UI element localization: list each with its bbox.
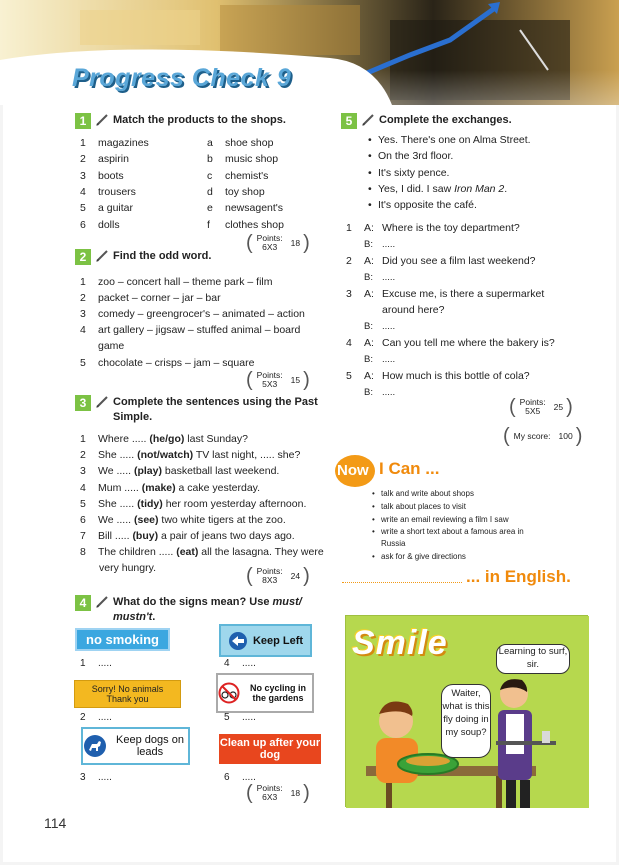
modal-mustnt: mustn't <box>113 611 153 623</box>
item-number: 6 <box>80 514 86 526</box>
sign-answer <box>80 657 112 670</box>
points-formula: 8X3 <box>262 575 278 585</box>
sentence-end: a pair of jeans two days ago. <box>158 530 295 543</box>
item-number: 4 <box>80 481 86 494</box>
item-number: 1 <box>80 276 86 288</box>
item-text: dolls <box>98 218 120 231</box>
verb-prompt: (he/go) <box>149 433 185 445</box>
sentence-item <box>80 546 324 559</box>
speech-bubble-customer: Waiter, what is this fly doing in my soup? <box>441 684 491 758</box>
shop-item <box>207 153 278 166</box>
sign-no-smoking: no smoking <box>75 628 170 651</box>
product-item <box>80 170 124 183</box>
answer-option: • Yes. There's one on Alma Street. <box>378 134 531 147</box>
sign-text: Keep dogs on leads <box>116 734 184 758</box>
question-text: Excuse me, is there a supermarket <box>382 288 545 300</box>
shop-item <box>207 219 284 232</box>
answer-blank: ..... <box>382 272 396 283</box>
shop-item <box>207 170 268 183</box>
verb-prompt: (not/watch) <box>137 449 194 462</box>
ican-item: • write an email reviewing a film I saw <box>381 515 509 525</box>
section-instruction: What do the signs mean? Use <box>113 596 273 608</box>
points-total: 18 <box>290 787 301 798</box>
item-number: 5 <box>80 202 86 215</box>
section-instruction: Match the products to the shops. <box>113 114 286 126</box>
speaker-b: B: <box>364 321 373 332</box>
sentence-start: She ..... <box>98 497 138 510</box>
item-number: 7 <box>80 530 86 543</box>
sentence-end: two white tigers at the zoo. <box>158 514 286 526</box>
item-number: 2 <box>80 153 86 166</box>
exchange-number: 1 <box>346 222 352 234</box>
sentence-start: The children ..... <box>98 546 177 559</box>
answer-blank: ..... <box>382 321 396 332</box>
item-text: toy shop <box>225 185 265 198</box>
exchange-number: 3 <box>346 288 352 300</box>
points-formula: 6X3 <box>262 792 278 802</box>
sentence-end: a cake yesterday. <box>175 481 261 494</box>
points-label: Points: <box>256 566 283 576</box>
ican-item: • write a short text about a famous area in <box>381 527 524 537</box>
section-2-heading <box>75 249 211 265</box>
question-text: Where is the toy department? <box>382 222 520 234</box>
item-number: 8 <box>80 546 86 559</box>
answer-number: 5 <box>224 712 230 723</box>
points-box: ( Points: 5X5 25 ) <box>509 396 573 418</box>
page-title: Progress Check 9 <box>72 64 292 92</box>
sentence-start: We ..... <box>98 465 134 478</box>
no-cycling-icon <box>218 682 240 704</box>
section-number: 3 <box>75 395 91 411</box>
section-number: 5 <box>341 113 357 129</box>
sentence-8-cont: very hungry. <box>99 562 156 574</box>
pen-icon <box>95 595 109 609</box>
points-label: Points: <box>256 370 283 380</box>
item-text: chocolate – crisps – jam – square <box>98 357 255 369</box>
question-text: Can you tell me where the bakery is? <box>382 337 555 349</box>
item-number: 1 <box>80 137 86 149</box>
sentence-end: basketball last weekend. <box>162 465 280 478</box>
verb-prompt: (tidy) <box>137 497 163 510</box>
sign-text: No cycling in the gardens <box>249 683 306 703</box>
section-5-heading <box>341 113 512 129</box>
item-number: 5 <box>80 357 86 369</box>
sign-no-cycling <box>216 673 314 713</box>
my-score-box: ( My score: 100 ) <box>503 425 583 447</box>
modal-must: must/ <box>272 596 302 608</box>
sentence-item <box>80 482 260 495</box>
product-item <box>80 153 129 166</box>
smile-logo: Smile <box>352 624 448 662</box>
film-title: Iron Man 2 <box>454 183 505 195</box>
speaker-a: A: <box>364 222 374 234</box>
ican-heading: I Can ... <box>379 459 440 478</box>
section-number: 2 <box>75 249 91 265</box>
item-number: 1 <box>80 433 86 445</box>
speaker-a: A: <box>364 288 374 300</box>
answer-number: 3 <box>80 772 86 783</box>
points-total: 25 <box>553 401 564 412</box>
sign-answer <box>224 771 256 784</box>
answer-blank: ..... <box>382 354 396 365</box>
exchange-number: 4 <box>346 337 352 349</box>
points-formula: 6X3 <box>262 242 278 252</box>
item-text: packet – corner – jar – bar <box>98 292 221 304</box>
item-number: 2 <box>80 449 86 462</box>
smile-cartoon <box>345 615 588 807</box>
question-text-cont: around here? <box>382 304 445 316</box>
item-text: music shop <box>225 153 279 166</box>
speech-bubble-waiter: Learning to surf, sir. <box>496 644 570 674</box>
exchange-answer <box>364 386 395 399</box>
pen-icon <box>95 249 109 263</box>
product-item <box>80 219 120 232</box>
dog-on-lead-icon <box>83 734 107 758</box>
sign-keep-dogs-on-leads <box>81 727 190 765</box>
sign-answer <box>224 711 256 724</box>
item-letter: c <box>207 169 213 182</box>
answer-text: Yes, I did. I saw <box>378 183 455 195</box>
pen-icon <box>95 113 109 127</box>
sentence-item <box>80 530 295 543</box>
speaker-a: A: <box>364 255 374 267</box>
exchange-answer <box>364 271 395 284</box>
instruction-end: . <box>152 611 156 623</box>
points-box: ( Points: 8X3 24 ) <box>246 565 310 587</box>
speaker-b: B: <box>364 272 373 283</box>
ican-item: • talk and write about shops <box>381 489 474 499</box>
sign-clean-up-after-dog: Clean up after your dog <box>219 734 321 764</box>
ican-item: • ask for & give directions <box>381 552 466 562</box>
item-number: 3 <box>80 465 86 478</box>
question-text: Did you see a film last weekend? <box>382 255 536 267</box>
answer-blank: ..... <box>98 772 112 783</box>
sentence-item <box>80 449 300 462</box>
exchange-question <box>346 288 586 301</box>
item-number: 2 <box>80 292 86 304</box>
odd-word-item <box>80 340 124 353</box>
item-text: aspirin <box>98 153 129 166</box>
answer-option: • It's sixty pence. <box>378 167 449 180</box>
answer-blank: ..... <box>382 239 396 250</box>
answer-blank: ..... <box>242 658 256 669</box>
section-number: 1 <box>75 113 91 129</box>
shop-item <box>207 186 265 199</box>
section-3-heading <box>75 395 318 425</box>
points-box: ( Points: 6X3 18 ) <box>246 782 310 804</box>
answer-option <box>378 183 507 196</box>
sign-text: Keep Left <box>252 634 304 647</box>
section-1-heading <box>75 113 286 129</box>
answer-number: 1 <box>80 658 86 669</box>
question-text: How much is this bottle of cola? <box>382 370 530 382</box>
item-letter: b <box>207 153 213 166</box>
verb-prompt: (see) <box>133 514 159 526</box>
item-letter: e <box>207 202 213 215</box>
item-text: boots <box>98 169 124 182</box>
speaker-a: A: <box>364 337 374 349</box>
exchange-question <box>346 370 586 383</box>
odd-word-item <box>80 292 221 305</box>
section-number: 4 <box>75 595 91 611</box>
points-label: Points: <box>256 233 283 243</box>
answer-number: 2 <box>80 712 86 723</box>
exchange-number: 5 <box>346 370 352 382</box>
odd-word-item <box>80 276 273 289</box>
section-instruction: Find the odd word. <box>113 250 212 262</box>
sign-no-animals: Sorry! No animals Thank you <box>74 680 181 708</box>
odd-word-item <box>80 308 305 321</box>
answer-blank: ..... <box>382 387 396 398</box>
sentence-start: She ..... <box>98 449 138 462</box>
sentence-start: Bill ..... <box>98 530 133 543</box>
sentence-start: We ..... <box>98 514 134 526</box>
speaker-b: B: <box>364 354 373 365</box>
product-item <box>80 137 149 150</box>
exchange-question <box>346 337 586 350</box>
exchange-answer <box>364 353 395 366</box>
in-english-label: ... in English. <box>466 567 571 586</box>
item-text: comedy – greengrocer's – animated – action <box>98 308 305 320</box>
sentence-start: Where ..... <box>98 433 150 445</box>
item-text: shoe shop <box>225 137 274 149</box>
sign-keep-left <box>219 624 312 657</box>
speaker-a: A: <box>364 370 374 382</box>
points-total: 18 <box>290 237 301 248</box>
shop-item <box>207 137 273 150</box>
page-number: 114 <box>44 815 67 831</box>
points-label: Points: <box>519 397 546 407</box>
speaker-b: B: <box>364 239 373 250</box>
exchange-answer <box>364 238 395 251</box>
odd-word-item <box>80 324 300 337</box>
score-total: 100 <box>558 430 573 441</box>
pen-icon <box>361 113 375 127</box>
item-number: 3 <box>80 169 86 182</box>
exchange-number: 2 <box>346 255 352 267</box>
sentence-item <box>80 514 286 527</box>
points-box: ( Points: 6X3 18 ) <box>246 232 310 254</box>
item-text: clothes shop <box>225 218 284 231</box>
item-text: chemist's <box>225 169 269 182</box>
odd-word-item <box>80 357 254 370</box>
answer-option: • It's opposite the café. <box>378 199 477 212</box>
answer-blank: ..... <box>242 712 256 723</box>
score-label: My score: <box>513 430 551 441</box>
points-label: Points: <box>256 783 283 793</box>
pen-icon <box>95 395 109 409</box>
exchange-question <box>346 222 586 235</box>
answer-option: • On the 3rd floor. <box>378 150 453 163</box>
now-label: Now <box>337 462 369 479</box>
section-instruction: Complete the exchanges. <box>379 114 512 126</box>
answer-blank: ..... <box>242 772 256 783</box>
item-number: 4 <box>80 324 86 336</box>
verb-prompt: (buy) <box>132 530 159 543</box>
verb-prompt: (make) <box>141 481 176 494</box>
ican-item: Russia <box>381 539 406 548</box>
points-total: 24 <box>290 570 301 581</box>
answer-number: 6 <box>224 772 230 783</box>
sign-answer <box>80 771 112 784</box>
item-text: newsagent's <box>225 202 284 215</box>
item-text: trousers <box>98 185 136 198</box>
item-text: art gallery – jigsaw – stuffed animal – board <box>98 324 301 336</box>
shop-item <box>207 202 283 215</box>
dotted-divider <box>342 582 462 583</box>
exchange-question <box>346 255 586 268</box>
section-instruction-cont: Simple. <box>113 411 153 423</box>
points-total: 15 <box>290 374 301 385</box>
sign-answer <box>80 711 112 724</box>
sign-answer <box>224 657 256 670</box>
item-text: magazines <box>98 137 149 149</box>
item-text: a guitar <box>98 202 134 215</box>
points-formula: 5X3 <box>262 379 278 389</box>
points-box: ( Points: 5X3 15 ) <box>246 369 310 391</box>
answer-number: 4 <box>224 658 230 669</box>
exchange-answer <box>364 320 395 333</box>
item-letter: f <box>207 218 210 231</box>
sentence-end: her room yesterday afternoon. <box>162 497 307 510</box>
answer-blank: ..... <box>98 712 112 723</box>
section-instruction: Complete the sentences using the Past <box>113 396 318 408</box>
section-4-heading <box>75 595 302 625</box>
sentence-end: all the lasagna. They were <box>198 546 324 559</box>
verb-prompt: (eat) <box>176 546 199 559</box>
item-letter: d <box>207 185 213 198</box>
verb-prompt: (play) <box>133 465 162 478</box>
item-text: game <box>98 340 125 352</box>
sentence-item <box>80 433 248 446</box>
points-formula: 5X5 <box>525 406 541 416</box>
item-number: 3 <box>80 308 86 320</box>
speaker-b: B: <box>364 387 373 398</box>
sentence-end: last Sunday? <box>184 433 248 445</box>
product-item <box>80 202 133 215</box>
sentence-start: Mum ..... <box>98 481 142 494</box>
sentence-end: TV last night, ..... she? <box>193 449 301 462</box>
ican-item: • talk about places to visit <box>381 502 466 512</box>
item-text: zoo – concert hall – theme park – film <box>98 276 273 288</box>
arrow-left-icon <box>228 631 248 651</box>
item-letter: a <box>207 137 213 149</box>
item-number: 4 <box>80 185 86 198</box>
sentence-item <box>80 465 279 478</box>
sentence-item <box>80 498 306 511</box>
item-number: 5 <box>80 497 86 510</box>
answer-blank: ..... <box>98 658 112 669</box>
item-number: 6 <box>80 218 86 231</box>
answer-end: . <box>504 183 508 195</box>
product-item <box>80 186 136 199</box>
